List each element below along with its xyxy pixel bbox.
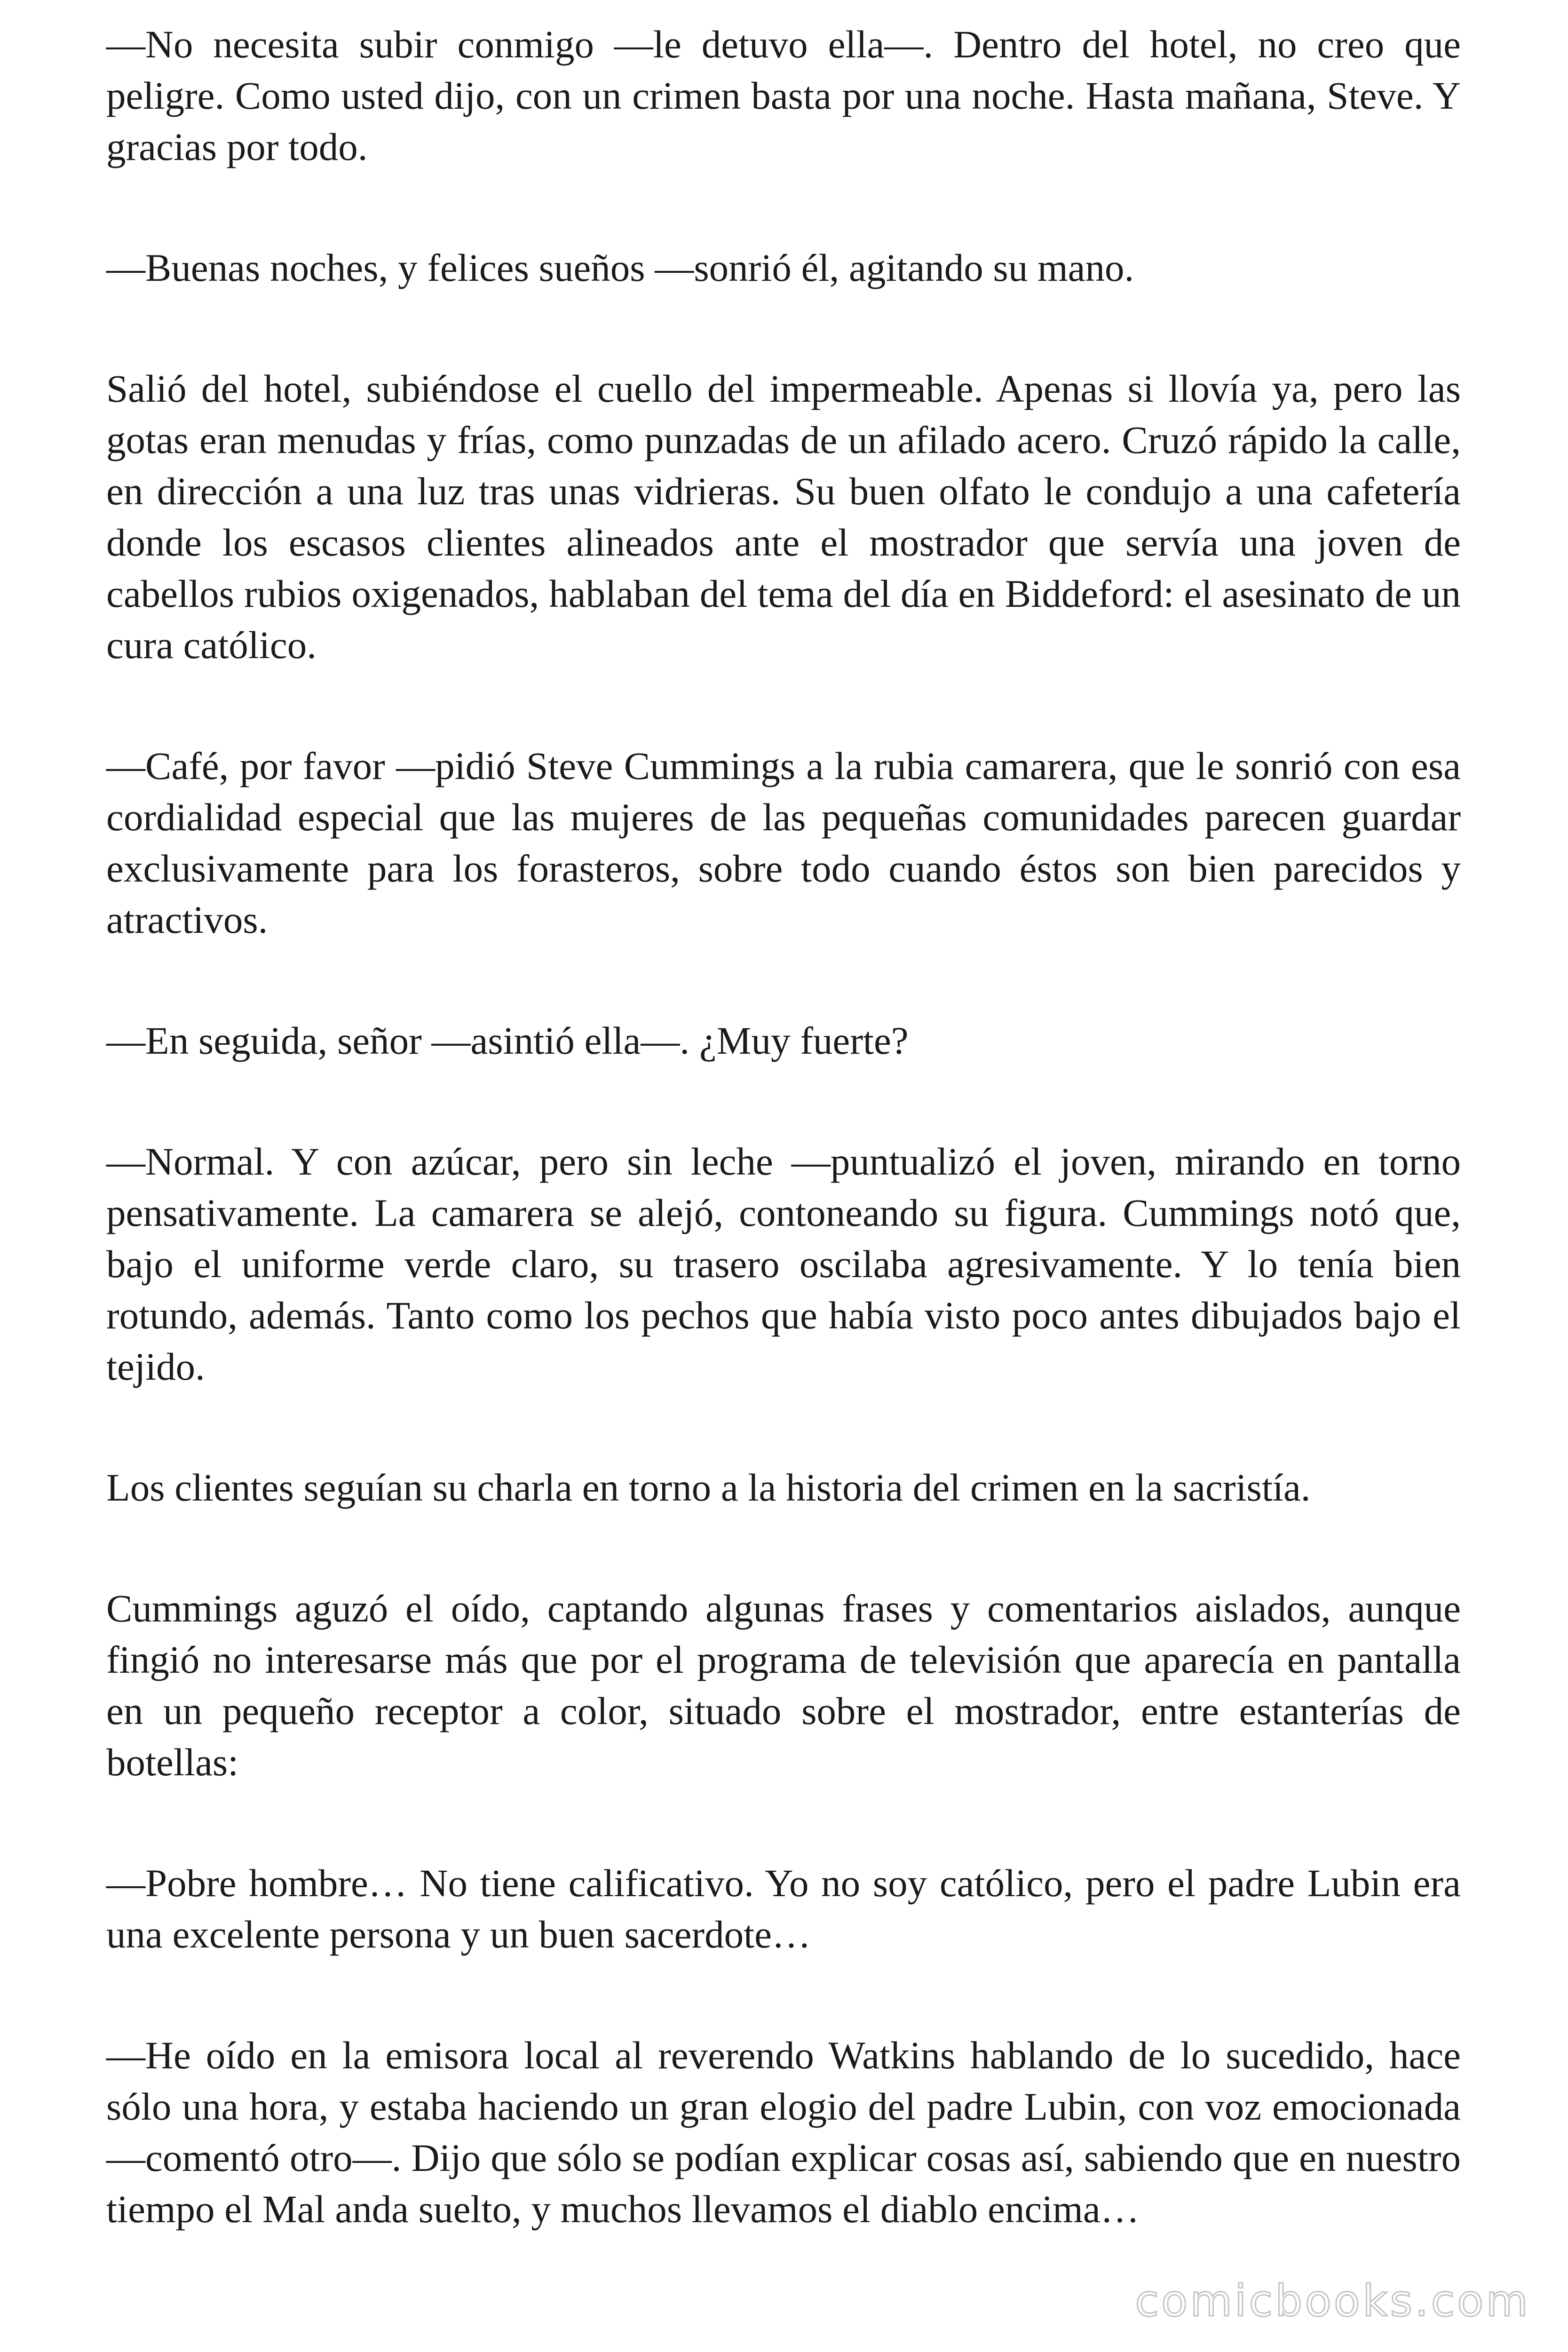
paragraph-9: —Pobre hombre… No tiene calificativo. Yo no soy católico, pero el padre Lubin era una excelente persona y un buen sacerdote…: [106, 1861, 1461, 1956]
watermark: comicbooks.com: [1135, 2276, 1530, 2326]
paragraph-10: —He oído en la emisora local al reverendo Watkins hablando de lo sucedido, hace sólo una hora, y estaba haciendo un gran elogio del padre Lubin, con voz emocionada —comentó otro—. Dijo que sólo se podían explicar cosas así, sabiendo que en nuestro tiempo el Mal anda suelto, y muchos llevamos el diablo encima…: [106, 2034, 1461, 2231]
paragraph-6: —Normal. Y con azúcar, pero sin leche —puntualizó el joven, mirando en torno pensativamente. La camarera se alejó, contoneando su figura. Cummings notó que, bajo el uniforme verde claro, su trasero oscilaba agresivamente. Y lo tenía bien rotundo, además. Tanto como los pechos que había visto poco antes dibujados bajo el tejido.: [106, 1140, 1461, 1388]
paragraph-7: Los clientes seguían su charla en torno a la historia del crimen en la sacristía.: [106, 1466, 1311, 1509]
paragraph-2: —Buenas noches, y felices sueños —sonrió él, agitando su mano.: [106, 246, 1134, 289]
paragraph-5: —En seguida, señor —asintió ella—. ¿Muy fuerte?: [106, 1019, 909, 1062]
body-text: [106, 19, 1461, 2235]
paragraph-1: —No necesita subir conmigo —le detuvo ella—. Dentro del hotel, no creo que peligre. Como usted dijo, con un crimen basta por una noche. Hasta mañana, Steve. Y gracias por todo.: [106, 23, 1461, 168]
paragraph-4: —Café, por favor —pidió Steve Cummings a la rubia camarera, que le sonrió con esa cordialidad especial que las mujeres de las pequeñas comunidades parecen guardar exclusivamente para los forasteros, sobre todo cuando éstos son bien parecidos y atractivos.: [106, 744, 1461, 941]
paragraph-3: Salió del hotel, subiéndose el cuello del impermeable. Apenas si llovía ya, pero las gotas eran menudas y frías, como punzadas de un afilado acero. Cruzó rápido la calle, en dirección a una luz tras unas vidrieras. Su buen olfato le condujo a una cafetería donde los escasos clientes alineados ante el mostrador que servía una joven de cabellos rubios oxigenados, hablaban del tema del día en Biddeford: el asesinato de un cura católico.: [106, 367, 1461, 667]
paragraph-8: Cummings aguzó el oído, captando algunas frases y comentarios aislados, aunque fingió no interesarse más que por el programa de televisión que aparecía en pantalla en un pequeño receptor a color, situado sobre el mostrador, entre estanterías de botellas:: [106, 1587, 1461, 1784]
